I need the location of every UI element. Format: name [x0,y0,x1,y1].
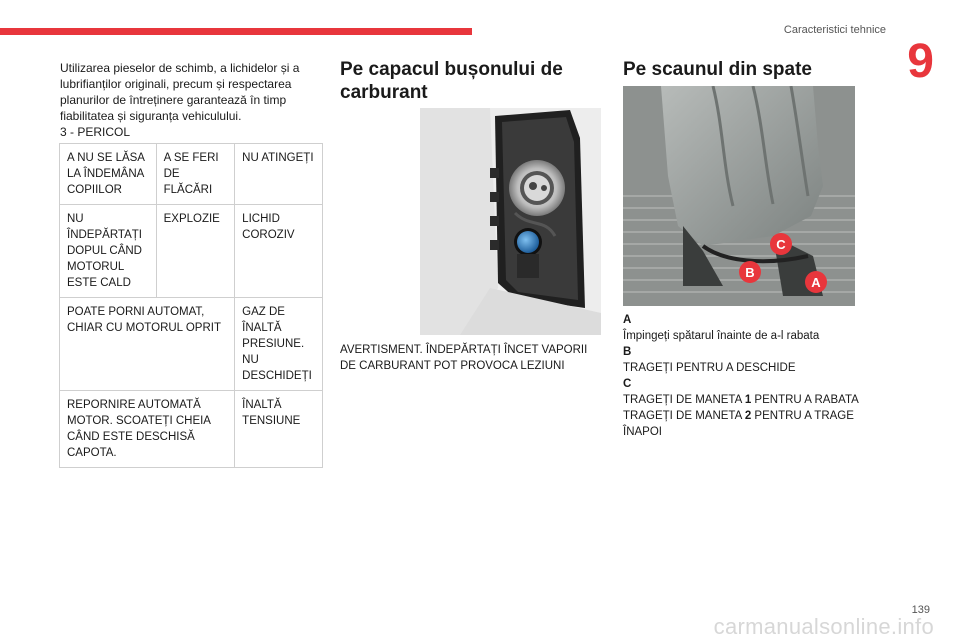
table-cell: GAZ DE ÎNALTĂ PRESIUNE. NU DESCHIDEȚI [235,298,323,391]
note-c1-post: PENTRU A RABATA [751,394,859,406]
column-hazard [60,60,324,140]
note-text-c-line1 [623,392,893,408]
hazard-table [59,143,323,468]
table-cell: ÎNALTĂ TENSIUNE [235,391,323,468]
note-c1-num: 1 [744,394,752,406]
table-row [60,205,323,298]
hazard-subtitle: 3 - PERICOL [60,125,131,139]
table-cell: EXPLOZIE [156,205,235,298]
note-c2-num: 2 [744,410,752,422]
note-text-a: Împingeți spătarul înainte de a-l rabata [623,330,820,342]
table-cell: POATE PORNI AUTOMAT, CHIAR CU MOTORUL OPRIT [60,298,235,391]
seat-marker-b: B [745,265,755,280]
seat-marker-a: A [811,275,821,290]
fuel-warning-text: AVERTISMENT. ÎNDEPĂRTAȚI ÎNCET VAPORII DE CARBURANT POT PROVOCA LEZIUNI [340,344,588,372]
note-text-c-line2 [623,408,893,440]
table-row [60,298,323,391]
note-label-a: A [623,314,632,326]
table-row [60,144,323,205]
header-accent-bar [0,28,472,35]
table-cell: NU ATINGEȚI [235,144,323,205]
fuel-cap-title: Pe capacul bușonului de carburant [340,59,563,103]
intro-paragraph: Utilizarea pieselor de schimb, a lichidelor și a lubrifianților originali, precum și respectarea planurilor de întreținere garantează în timp fiabilitatea și siguranța vehiculului. [60,61,300,123]
note-c2-post: PENTRU A TRAGE ÎNAPOI [623,410,854,438]
table-cell: A SE FERI DE FLĂCĂRI [156,144,235,205]
note-label-b: B [623,346,632,358]
table-cell: NU ÎNDEPĂRTAȚI DOPUL CÂND MOTORUL ESTE CALD [60,205,157,298]
fuel-cap-image [420,108,601,335]
table-row [60,391,323,468]
note-text-b: TRAGEȚI PENTRU A DESCHIDE [623,362,796,374]
note-c1-pre: TRAGEȚI DE MANETA [623,394,745,406]
chapter-title: Caracteristici tehnice [783,24,886,36]
rear-seat-image [623,86,855,306]
table-cell: LICHID COROZIV [235,205,323,298]
note-c2-pre: TRAGEȚI DE MANETA [623,410,745,422]
page-number: 139 [911,604,930,616]
watermark: carmanualsonline.info [713,614,934,639]
chapter-number: 9 [907,35,934,88]
rear-seat-notes [623,312,893,440]
rear-seat-title: Pe scaunul din spate [623,59,812,80]
note-label-c: C [623,378,632,390]
table-cell: A NU SE LĂSA LA ÎNDEMÂNA COPIILOR [60,144,157,205]
table-cell: REPORNIRE AUTOMATĂ MOTOR. SCOATEȚI CHEIA CÂND ESTE DESCHISĂ CAPOTA. [60,391,235,468]
seat-marker-c: C [776,237,786,252]
